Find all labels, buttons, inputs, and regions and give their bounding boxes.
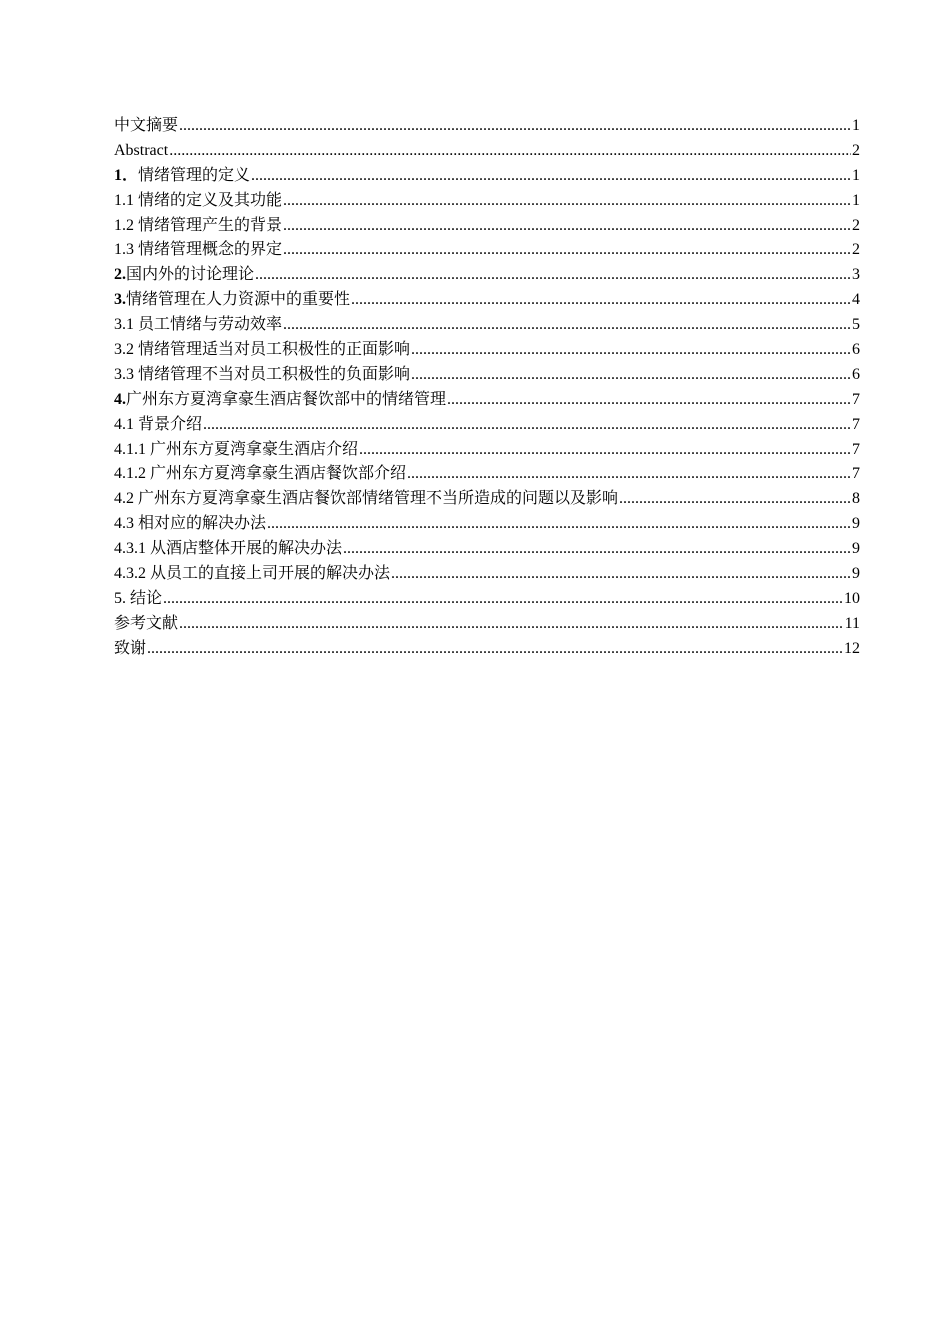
toc-entry-page-number: 12 <box>844 639 860 657</box>
dot-leader <box>283 214 851 239</box>
toc-entry-title: 4.3.1 从酒店整体开展的解决办法 <box>114 540 343 558</box>
toc-entry-title: 致谢 <box>114 639 147 657</box>
toc-entry-page-number: 1 <box>852 191 860 209</box>
toc-entry-title: 4.1.2 广州东方夏湾拿豪生酒店餐饮部介绍 <box>114 465 407 483</box>
toc-entry-number: 2. <box>114 266 126 284</box>
toc-entry-number: 1． <box>114 166 139 184</box>
dot-leader <box>147 637 843 662</box>
table-of-contents <box>114 114 860 662</box>
toc-entry[interactable] <box>114 587 860 612</box>
toc-entry[interactable] <box>114 313 860 338</box>
dot-leader <box>283 238 851 263</box>
toc-entry-page-number: 11 <box>844 614 860 632</box>
dot-leader <box>447 388 851 413</box>
toc-entry[interactable] <box>114 164 860 189</box>
toc-entry-page-number: 5 <box>852 316 860 334</box>
toc-entry-page-number: 3 <box>852 266 860 284</box>
dot-leader <box>163 587 843 612</box>
dot-leader <box>411 363 851 388</box>
toc-entry-title: 1.1 情绪的定义及其功能 <box>114 191 283 209</box>
toc-entry[interactable] <box>114 214 860 239</box>
toc-entry-page-number: 10 <box>844 589 860 607</box>
toc-entry-title: 3.2 情绪管理适当对员工积极性的正面影响 <box>114 341 411 359</box>
toc-entry-title: 3.1 员工情绪与劳动效率 <box>114 316 283 334</box>
toc-entry-page-number: 2 <box>852 141 860 159</box>
dot-leader <box>179 612 844 637</box>
toc-entry-title: 4.3.2 从员工的直接上司开展的解决办法 <box>114 565 391 583</box>
toc-entry[interactable] <box>114 487 860 512</box>
toc-entry[interactable] <box>114 139 860 164</box>
dot-leader <box>407 462 851 487</box>
toc-entry-page-number: 6 <box>852 365 860 383</box>
toc-entry-title: 国内外的讨论理论 <box>126 266 255 284</box>
toc-entry[interactable] <box>114 637 860 662</box>
toc-entry-page-number: 7 <box>852 390 860 408</box>
toc-entry-page-number: 6 <box>852 341 860 359</box>
toc-entry-title: 情绪管理在人力资源中的重要性 <box>126 291 351 309</box>
dot-leader <box>411 338 851 363</box>
toc-entry-title: 3.3 情绪管理不当对员工积极性的负面影响 <box>114 365 411 383</box>
toc-entry-number: 3. <box>114 291 126 309</box>
toc-entry-title: 1.3 情绪管理概念的界定 <box>114 241 283 259</box>
toc-entry-page-number: 7 <box>852 465 860 483</box>
toc-entry-page-number: 1 <box>852 166 860 184</box>
dot-leader <box>203 413 851 438</box>
toc-entry-page-number: 7 <box>852 440 860 458</box>
toc-entry-number: 4. <box>114 390 126 408</box>
dot-leader <box>283 189 851 214</box>
dot-leader <box>283 313 851 338</box>
toc-entry[interactable] <box>114 114 860 139</box>
toc-entry-title: 4.1 背景介绍 <box>114 415 203 433</box>
toc-entry[interactable] <box>114 238 860 263</box>
toc-entry-page-number: 9 <box>852 540 860 558</box>
dot-leader <box>267 512 851 537</box>
toc-entry[interactable] <box>114 363 860 388</box>
dot-leader <box>255 263 851 288</box>
dot-leader <box>619 487 851 512</box>
toc-entry[interactable] <box>114 288 860 313</box>
toc-entry-title: 参考文献 <box>114 614 179 632</box>
toc-entry-title: 广州东方夏湾拿豪生酒店餐饮部中的情绪管理 <box>126 390 447 408</box>
toc-entry[interactable] <box>114 512 860 537</box>
dot-leader <box>359 438 851 463</box>
toc-entry-page-number: 2 <box>852 241 860 259</box>
toc-entry[interactable] <box>114 537 860 562</box>
toc-entry-page-number: 9 <box>852 515 860 533</box>
toc-entry-title: 5. 结论 <box>114 589 163 607</box>
toc-entry[interactable] <box>114 189 860 214</box>
toc-entry[interactable] <box>114 338 860 363</box>
toc-entry-title: 1.2 情绪管理产生的背景 <box>114 216 283 234</box>
toc-entry-page-number: 4 <box>852 291 860 309</box>
dot-leader <box>169 139 851 164</box>
toc-entry[interactable] <box>114 612 860 637</box>
dot-leader <box>351 288 851 313</box>
toc-entry[interactable] <box>114 263 860 288</box>
toc-entry-title: Abstract <box>114 141 169 159</box>
dot-leader <box>343 537 851 562</box>
toc-entry[interactable] <box>114 413 860 438</box>
toc-entry[interactable] <box>114 462 860 487</box>
toc-entry-page-number: 8 <box>852 490 860 508</box>
toc-entry-page-number: 7 <box>852 415 860 433</box>
toc-entry-page-number: 9 <box>852 565 860 583</box>
toc-entry-title: 4.1.1 广州东方夏湾拿豪生酒店介绍 <box>114 440 359 458</box>
toc-entry-title: 中文摘要 <box>114 117 179 134</box>
toc-entry-page-number: 2 <box>852 216 860 234</box>
dot-leader <box>179 114 851 139</box>
dot-leader <box>251 164 851 189</box>
toc-entry-title: 4.3 相对应的解决办法 <box>114 515 267 533</box>
toc-entry[interactable] <box>114 388 860 413</box>
toc-entry[interactable] <box>114 438 860 463</box>
toc-entry[interactable] <box>114 562 860 587</box>
toc-entry-title: 情绪管理的定义 <box>138 166 251 184</box>
toc-entry-title: 4.2 广州东方夏湾拿豪生酒店餐饮部情绪管理不当所造成的问题以及影响 <box>114 490 619 508</box>
toc-entry-page-number: 1 <box>852 117 860 134</box>
dot-leader <box>391 562 851 587</box>
